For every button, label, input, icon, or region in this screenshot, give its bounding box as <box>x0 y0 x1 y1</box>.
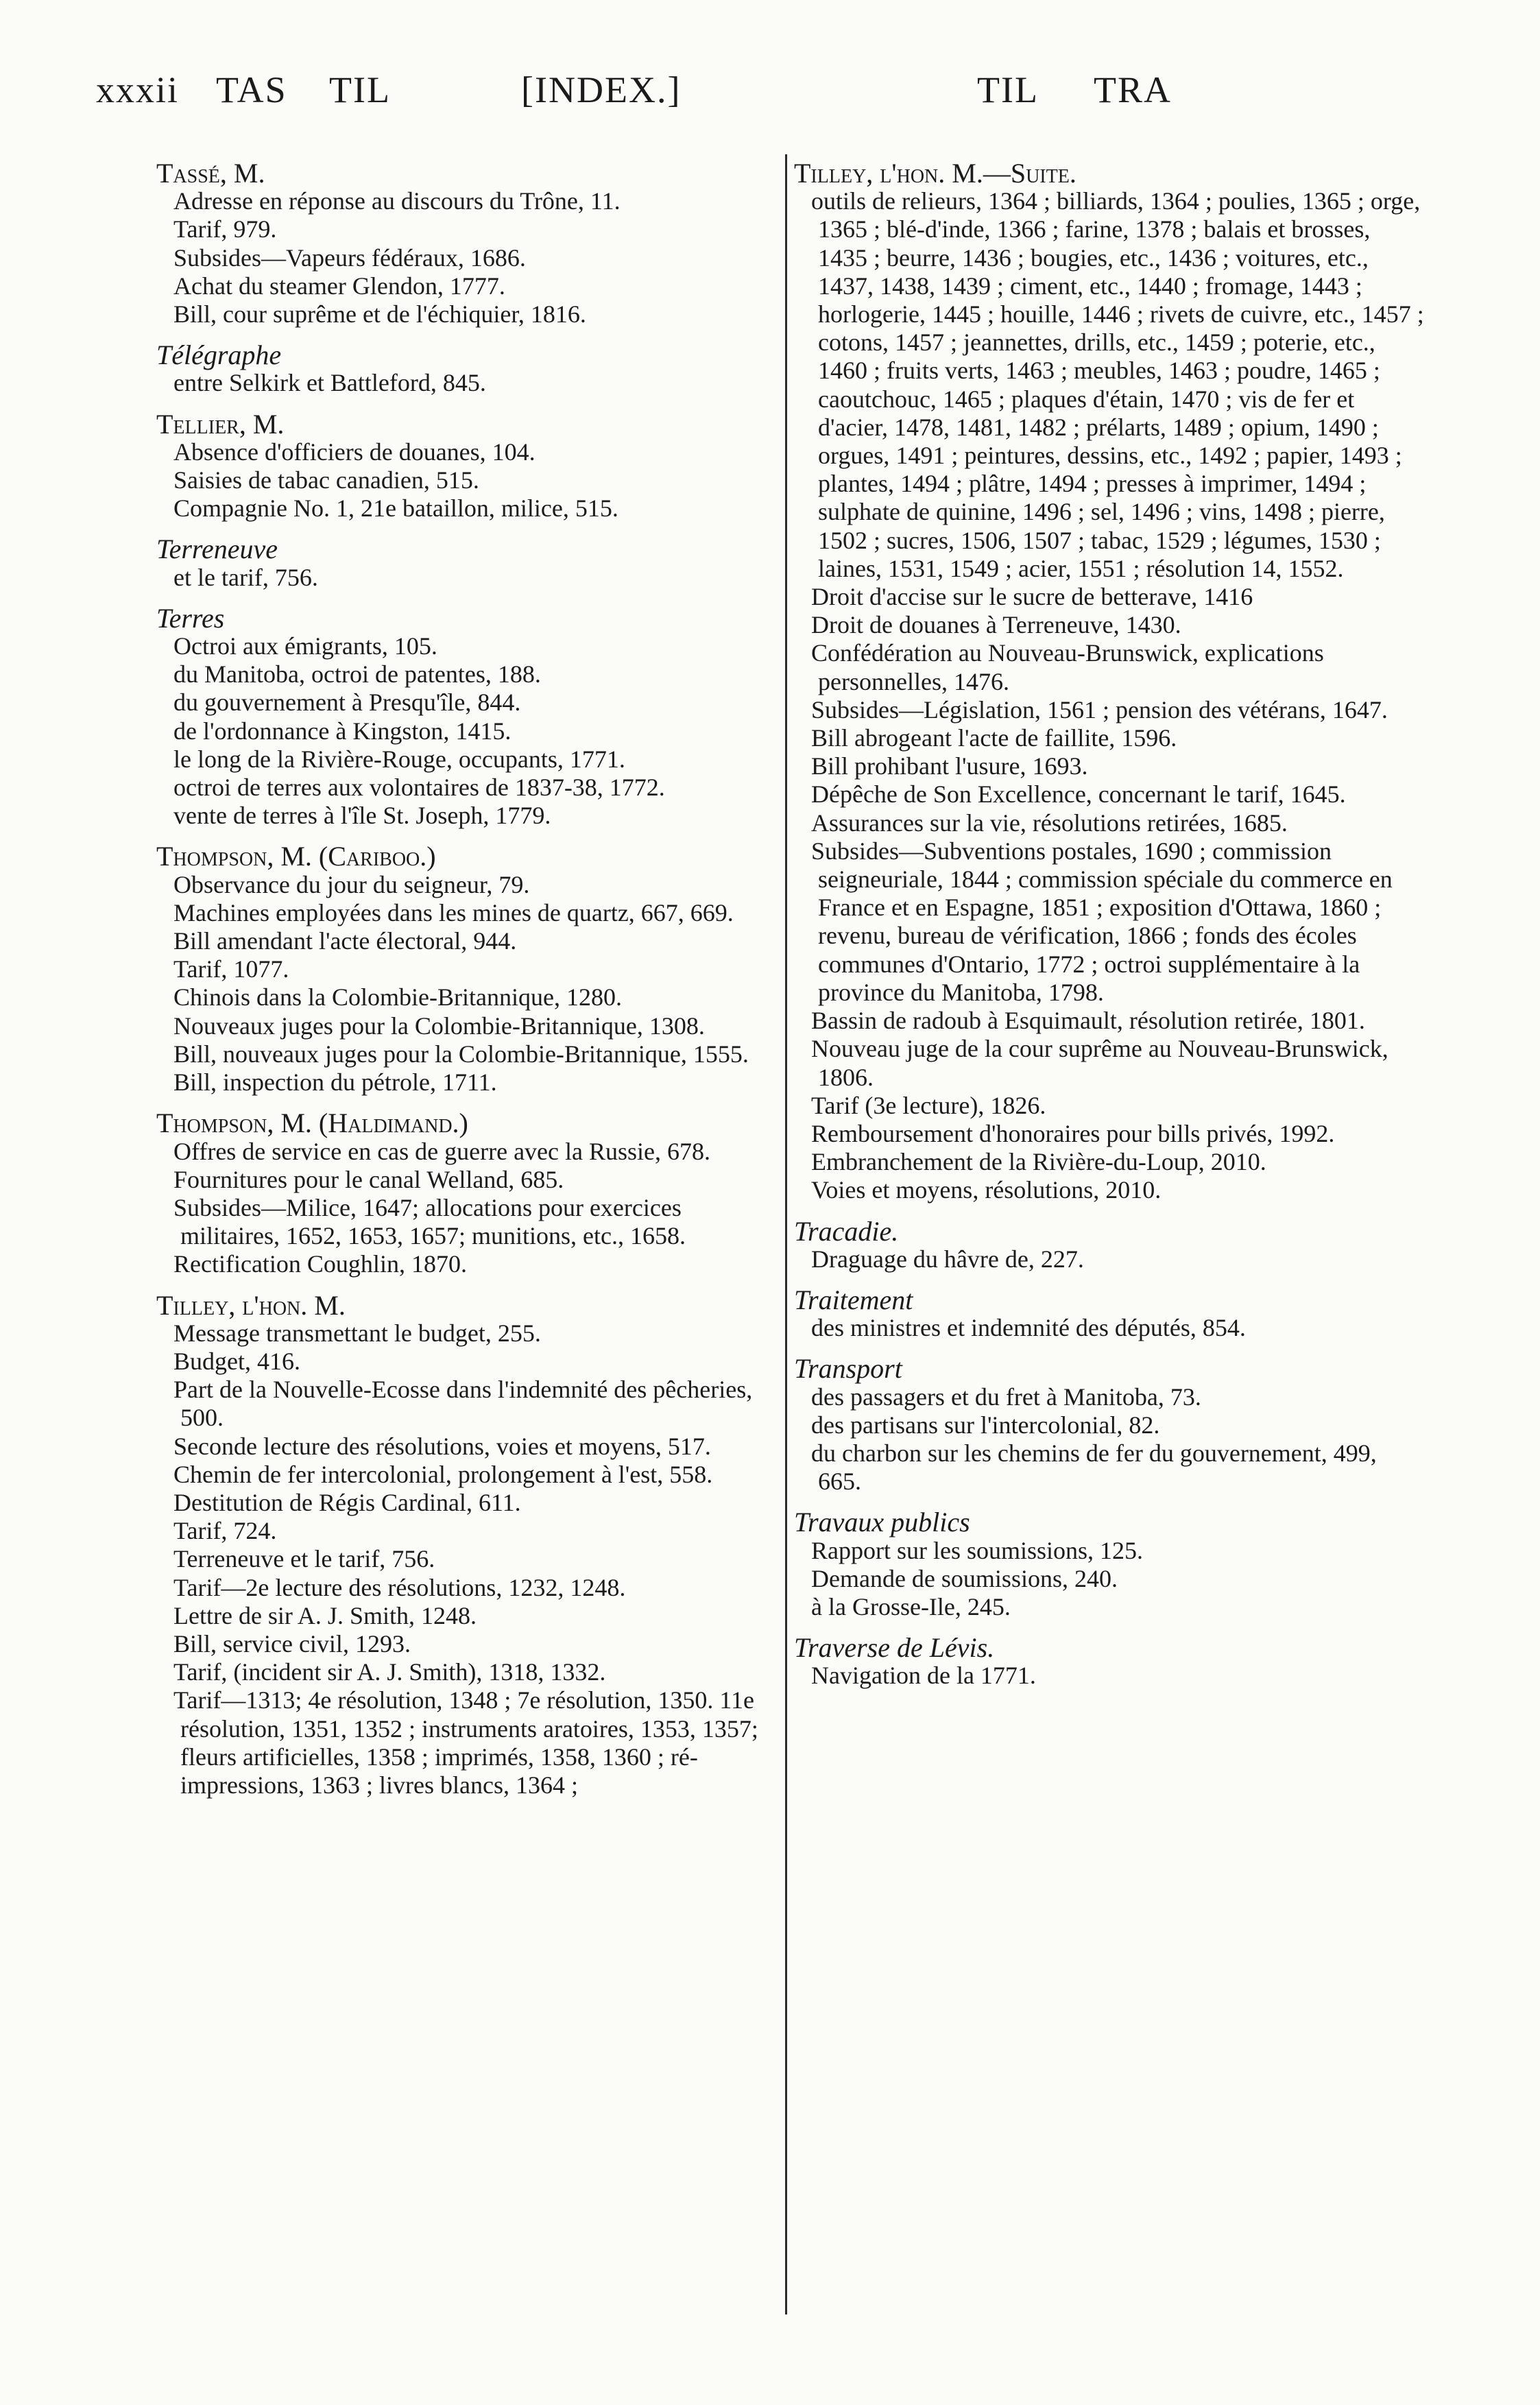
entry-reference: à la Grosse-Ile, 245. <box>811 1592 1011 1620</box>
entry-reference: Bassin de radoub à Esquimault, résolution retirée, 1801. <box>811 1007 1365 1035</box>
entry-reference: de l'ordonnance à Kingston, 1415. <box>173 717 512 745</box>
index-column-left <box>156 159 773 1799</box>
entry-reference: Bill, nouveaux juges pour la Colombie-Britannique, 1555. <box>173 1040 749 1068</box>
entry-reference: et le tarif, 756. <box>173 563 318 591</box>
entry-reference: Message transmettant le budget, 255. <box>173 1319 541 1347</box>
entry-reference: Saisies de tabac canadien, 515. <box>173 466 479 494</box>
entry-reference: Tarif (3e lecture), 1826. <box>811 1091 1046 1119</box>
entry-heading: Traverse de Lévis. <box>794 1632 995 1664</box>
entry-reference: Seconde lecture des résolutions, voies et moyens, 517. <box>173 1432 711 1460</box>
entry-reference: Nouveau juge de la cour suprême au Nouveau-Brunswick, 1806. <box>811 1035 1388 1091</box>
entry-reference: Lettre de sir A. J. Smith, 1248. <box>173 1601 477 1629</box>
entry-reference: Navigation de la 1771. <box>811 1662 1036 1690</box>
entry-reference: Embranchement de la Rivière-du-Loup, 2010. <box>811 1148 1266 1176</box>
entry-reference: outils de relieurs, 1364 ; billiards, 1364 ; poulies, 1365 ; orge, 1365 ; blé-d'inde, 1366 ; farine, 1378 ; balais et brosses, 1435 ; beurre, 1436 ; bougies, etc., 1436 ; voitures, etc., 1437, 1438, 1439 ; ciment, etc., 1440 ; fromage, 1443 ; horlogerie, 1445 ; houille, 1446 ; rivets de cuivre, etc., 1457 ; cotons, 1457 ; jeannettes, drills, etc., 1459 ; poterie, etc., 1460 ; fruits verts, 1463 ; meubles, 1463 ; poudre, 1465 ; caoutchouc, 1465 ; plaques d'étain, 1470 ; vis de fer et d'acier, 1478, 1481, 1482 ; prélarts, 1489 ; opium, 1490 ; orgues, 1491 ; peintures, dessins, etc., 1492 ; papier, 1493 ; plantes, 1494 ; plâtre, 1494 ; presses à imprimer, 1494 ; sulphate de quinine, 1496 ; sel, 1496 ; vins, 1498 ; pierre, 1502 ; sucres, 1506, 1507 ; tabac, 1529 ; légumes, 1530 ; laines, 1531, 1549 ; acier, 1551 ; résolution 14, 1552. <box>811 187 1424 582</box>
column-divider <box>785 154 787 2314</box>
left-guide-word-1: TAS <box>216 69 287 110</box>
entry-reference: Voies et moyens, résolutions, 2010. <box>811 1176 1162 1204</box>
entry-reference: le long de la Rivière-Rouge, occupants, 1771. <box>173 745 625 773</box>
index-entry <box>156 535 773 591</box>
entry-reference: Adresse en réponse au discours du Trône, 11. <box>173 187 621 215</box>
index-entry <box>794 159 1425 1205</box>
index-entry <box>156 842 773 1097</box>
index-entry <box>794 1217 1425 1273</box>
entry-heading: Transport <box>794 1353 902 1385</box>
entry-heading: Travaux publics <box>794 1507 970 1538</box>
entry-heading: Traitement <box>794 1284 913 1315</box>
entry-heading: Terreneuve <box>156 534 278 565</box>
entry-reference: Dépêche de Son Excellence, concernant le tarif, 1645. <box>811 780 1346 809</box>
entry-reference: Fournitures pour le canal Welland, 685. <box>173 1165 564 1193</box>
entry-reference: Bill, service civil, 1293. <box>173 1629 411 1658</box>
entry-reference: Chinois dans la Colombie-Britannique, 1280. <box>173 983 622 1012</box>
entry-reference: Rectification Coughlin, 1870. <box>173 1250 467 1278</box>
entry-reference: Chemin de fer intercolonial, prolongement à l'est, 558. <box>173 1460 713 1488</box>
entry-heading: Tilley, l'hon. M.—Suite. <box>794 158 1076 189</box>
entry-reference: Subsides—Législation, 1561 ; pension des vétérans, 1647. <box>811 695 1388 723</box>
entry-reference: Tarif—1313; 4e résolution, 1348 ; 7e résolution, 1350. 11e résolution, 1351, 1352 ; instruments aratoires, 1353, 1357; fleurs artificielles, 1358 ; imprimés, 1358, 1360 ; ré-impressions, 1363 ; livres blancs, 1364 ; <box>173 1686 758 1799</box>
right-guide-word-2: TRA <box>1094 69 1172 110</box>
entry-reference: Tarif—2e lecture des résolutions, 1232, 1248. <box>173 1573 626 1601</box>
entry-reference: Terreneuve et le tarif, 756. <box>173 1545 435 1573</box>
entry-reference: Tarif, 724. <box>173 1517 277 1545</box>
entry-heading: Thompson, M. (Cariboo.) <box>156 841 436 872</box>
entry-reference: Compagnie No. 1, 21e bataillon, milice, 515. <box>173 494 618 523</box>
entry-reference: Bill amendant l'acte électoral, 944. <box>173 927 517 955</box>
entry-reference: Assurances sur la vie, résolutions retirées, 1685. <box>811 809 1288 837</box>
entry-reference: Tarif, 1077. <box>173 955 289 983</box>
entry-reference: Tarif, 979. <box>173 215 277 243</box>
entry-reference: Nouveaux juges pour la Colombie-Britannique, 1308. <box>173 1012 705 1040</box>
index-entry <box>794 1286 1425 1342</box>
section-title: [INDEX.] <box>521 69 682 110</box>
running-header <box>96 69 1234 130</box>
entry-reference: Confédération au Nouveau-Brunswick, explications personnelles, 1476. <box>811 639 1324 695</box>
entry-heading: Tassé, M. <box>156 158 265 189</box>
entry-reference: du gouvernement à Presqu'île, 844. <box>173 689 521 717</box>
entry-reference: des passagers et du fret à Manitoba, 73. <box>811 1383 1201 1411</box>
entry-reference: des partisans sur l'intercolonial, 82. <box>811 1411 1160 1439</box>
left-guide-word-2: TIL <box>329 69 391 110</box>
entry-reference: entre Selkirk et Battleford, 845. <box>173 369 486 397</box>
entry-reference: des ministres et indemnité des députés, 854. <box>811 1314 1246 1342</box>
entry-reference: Bill prohibant l'usure, 1693. <box>811 752 1088 780</box>
entry-reference: Machines employées dans les mines de quartz, 667, 669. <box>173 898 734 926</box>
entry-reference: Achat du steamer Glendon, 1777. <box>173 272 505 300</box>
index-entry <box>156 410 773 523</box>
entry-heading: Télégraphe <box>156 339 282 371</box>
page-number: xxxii <box>96 69 180 110</box>
entry-reference: Subsides—Subventions postales, 1690 ; commission seigneuriale, 1844 ; commission spéciale du commerce en France et en Espagne, 1851 ; exposition d'Ottawa, 1860 ; revenu, bureau de vérification, 1866 ; fonds des écoles communes d'Ontario, 1772 ; octroi supplémentaire à la province du Manitoba, 1798. <box>811 837 1393 1006</box>
entry-reference: Remboursement d'honoraires pour bills privés, 1992. <box>811 1119 1335 1147</box>
entry-reference: Tarif, (incident sir A. J. Smith), 1318, 1332. <box>173 1658 606 1686</box>
entry-reference: vente de terres à l'île St. Joseph, 1779. <box>173 802 551 830</box>
entry-reference: Bill, inspection du pétrole, 1711. <box>173 1068 497 1097</box>
entry-reference: du Manitoba, octroi de patentes, 188. <box>173 660 541 689</box>
entry-reference: Part de la Nouvelle-Ecosse dans l'indemnité des pêcheries, 500. <box>173 1376 753 1432</box>
index-entry <box>156 1109 773 1278</box>
entry-reference: Droit d'accise sur le sucre de betterave, 1416 <box>811 583 1253 611</box>
index-entry <box>156 159 773 328</box>
entry-reference: Droit de douanes à Terreneuve, 1430. <box>811 611 1181 639</box>
entry-reference: Bill, cour suprême et de l'échiquier, 1816. <box>173 300 586 328</box>
entry-reference: Offres de service en cas de guerre avec la Russie, 678. <box>173 1137 710 1165</box>
index-entry <box>156 1291 773 1800</box>
entry-reference: Octroi aux émigrants, 105. <box>173 632 437 660</box>
right-guide-word-1: TIL <box>977 69 1039 110</box>
index-entry <box>156 341 773 397</box>
entry-reference: Subsides—Vapeurs fédéraux, 1686. <box>173 243 526 272</box>
index-column-right <box>794 159 1425 1690</box>
entry-heading: Tellier, M. <box>156 408 285 440</box>
entry-reference: Draguage du hâvre de, 227. <box>811 1245 1084 1273</box>
entry-reference: Observance du jour du seigneur, 79. <box>173 870 530 898</box>
entry-reference: Subsides—Milice, 1647; allocations pour exercices militaires, 1652, 1653, 1657; munitions, etc., 1658. <box>173 1193 686 1250</box>
entry-reference: du charbon sur les chemins de fer du gouvernement, 499, 665. <box>811 1439 1377 1496</box>
entry-heading: Tilley, l'hon. M. <box>156 1289 346 1321</box>
index-entry <box>156 604 773 830</box>
index-entry <box>794 1354 1425 1496</box>
entry-reference: Budget, 416. <box>173 1347 300 1375</box>
entry-heading: Thompson, M. (Haldimand.) <box>156 1108 468 1139</box>
entry-reference: Destitution de Régis Cardinal, 611. <box>173 1488 521 1516</box>
index-entry <box>794 1508 1425 1621</box>
entry-reference: octroi de terres aux volontaires de 1837-38, 1772. <box>173 774 665 802</box>
entry-reference: Bill abrogeant l'acte de faillite, 1596. <box>811 724 1177 752</box>
entry-reference: Rapport sur les soumissions, 125. <box>811 1536 1144 1564</box>
index-entry <box>794 1634 1425 1690</box>
entry-heading: Terres <box>156 602 225 634</box>
entry-reference: Demande de soumissions, 240. <box>811 1564 1118 1592</box>
entry-reference: Absence d'officiers de douanes, 104. <box>173 438 536 466</box>
entry-heading: Tracadie. <box>794 1215 899 1247</box>
